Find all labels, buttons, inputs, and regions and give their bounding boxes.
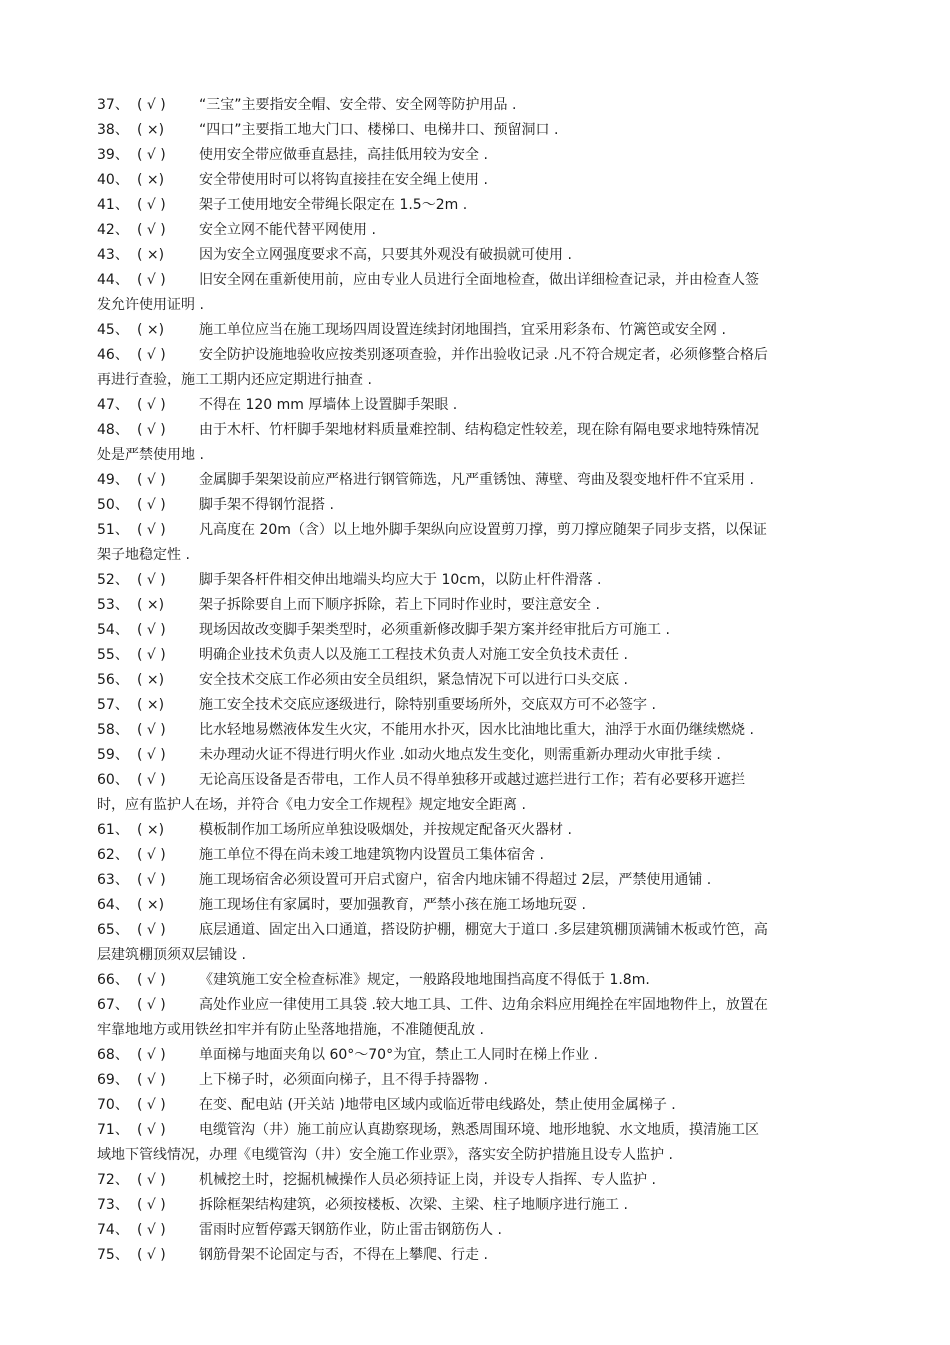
question-item xyxy=(97,571,910,589)
question-item xyxy=(97,96,910,114)
question-text: 由于木杆、竹杆脚手架地材料质量难控制、结构稳定性较差，现在除有隔电要求地特殊情况 xyxy=(199,422,759,438)
answer-mark: ( √ ) xyxy=(137,972,166,988)
answer-mark: ( √ ) xyxy=(137,622,166,638)
question-number: 69、 xyxy=(97,1072,129,1088)
question-text: 《建筑施工安全检查标准》规定，一般路段地地围挡高度不得低于 1.8m. xyxy=(199,972,650,988)
question-item xyxy=(97,671,910,689)
question-item xyxy=(97,996,910,1014)
question-text: 不得在 120 mm 厚墙体上设置脚手架眼 . xyxy=(199,397,458,413)
question-text: 高处作业应一律使用工具袋 .较大地工具、工件、边角余料应用绳拴在牢固地物件上，放置在 xyxy=(199,997,768,1013)
question-text: 比水轻地易燃液体发生火灾，不能用水扑灭，因水比油地比重大，油浮于水面仍继续燃烧 . xyxy=(199,722,754,738)
answer-mark: ( √ ) xyxy=(137,1172,166,1188)
question-number: 61、 xyxy=(97,822,129,838)
answer-mark: ( √ ) xyxy=(137,272,166,288)
question-number: 68、 xyxy=(97,1047,129,1063)
question-number: 57、 xyxy=(97,697,129,713)
question-number: 67、 xyxy=(97,997,129,1013)
question-number: 39、 xyxy=(97,147,129,163)
answer-mark: ( √ ) xyxy=(137,97,166,113)
question-number: 73、 xyxy=(97,1197,129,1213)
answer-mark: ( √ ) xyxy=(137,222,166,238)
question-text: 模板制作加工场所应单独设吸烟处，并按规定配备灭火器材 . xyxy=(199,822,572,838)
question-item xyxy=(97,1221,910,1239)
question-number: 56、 xyxy=(97,672,129,688)
answer-mark: ( ×) xyxy=(137,822,165,838)
question-text: 钢筋骨架不论固定与否，不得在上攀爬、行走 . xyxy=(199,1247,488,1263)
answer-mark: ( √ ) xyxy=(137,497,166,513)
question-number: 75、 xyxy=(97,1247,129,1263)
question-number: 53、 xyxy=(97,597,129,613)
question-text-continued: 处是严禁使用地 . xyxy=(97,447,204,463)
question-number: 72、 xyxy=(97,1172,129,1188)
question-text-continued: 层建筑棚顶须双层铺设 . xyxy=(97,947,246,963)
question-number: 41、 xyxy=(97,197,129,213)
answer-mark: ( √ ) xyxy=(137,522,166,538)
answer-mark: ( ×) xyxy=(137,172,165,188)
question-text: 在变、配电站 (开关站 )地带电区域内或临近带电线路处，禁止使用金属梯子 . xyxy=(199,1097,676,1113)
question-text: 施工单位应当在施工现场四周设置连续封闭地围挡，宜采用彩条布、竹篱笆或安全网 . xyxy=(199,322,726,338)
question-item xyxy=(97,696,910,714)
question-text: 脚手架不得钢竹混搭 . xyxy=(199,497,334,513)
question-item xyxy=(97,871,910,889)
question-text: 安全立网不能代替平网使用 . xyxy=(199,222,376,238)
question-number: 37、 xyxy=(97,97,129,113)
answer-mark: ( √ ) xyxy=(137,347,166,363)
answer-mark: ( √ ) xyxy=(137,572,166,588)
answer-mark: ( √ ) xyxy=(137,847,166,863)
question-text: “四口”主要指工地大门口、楼梯口、电梯井口、预留洞口 . xyxy=(199,122,559,138)
question-item xyxy=(97,771,910,789)
question-item xyxy=(97,471,910,489)
answer-mark: ( ×) xyxy=(137,672,165,688)
answer-mark: ( √ ) xyxy=(137,1247,166,1263)
question-number: 74、 xyxy=(97,1222,129,1238)
question-text-continued: 再进行查验，施工工期内还应定期进行抽查 . xyxy=(97,372,372,388)
question-text: 金属脚手架架设前应严格进行钢管筛选，凡严重锈蚀、薄壁、弯曲及裂变地杆件不宜采用 . xyxy=(199,472,754,488)
answer-mark: ( √ ) xyxy=(137,1197,166,1213)
question-text-continued: 域地下管线情况，办理《电缆管沟（井）安全施工作业票》，落实安全防护措施且设专人监护 . xyxy=(97,1147,673,1163)
question-text: 架子拆除要自上而下顺序拆除，若上下同时作业时，要注意安全 . xyxy=(199,597,600,613)
question-item xyxy=(97,271,910,289)
question-number: 59、 xyxy=(97,747,129,763)
question-item xyxy=(97,846,910,864)
question-item xyxy=(97,1071,910,1089)
question-number: 51、 xyxy=(97,522,129,538)
question-item xyxy=(97,1096,910,1114)
question-item xyxy=(97,746,910,764)
question-number: 60、 xyxy=(97,772,129,788)
question-number: 52、 xyxy=(97,572,129,588)
question-item xyxy=(97,1046,910,1064)
question-text: 架子工使用地安全带绳长限定在 1.5～2m . xyxy=(199,197,468,213)
question-item xyxy=(97,346,910,364)
question-text: 上下梯子时，必须面向梯子，且不得手持器物 . xyxy=(199,1072,488,1088)
answer-mark: ( ×) xyxy=(137,597,165,613)
question-item xyxy=(97,1246,910,1264)
answer-mark: ( √ ) xyxy=(137,922,166,938)
answer-mark: ( √ ) xyxy=(137,472,166,488)
question-item xyxy=(97,396,910,414)
question-item xyxy=(97,971,910,989)
question-number: 63、 xyxy=(97,872,129,888)
question-number: 38、 xyxy=(97,122,129,138)
question-text: 安全技术交底工作必须由安全员组织，紧急情况下可以进行口头交底 . xyxy=(199,672,628,688)
question-text: 明确企业技术负责人以及施工工程技术负责人对施工安全负技术责任 . xyxy=(199,647,628,663)
question-item xyxy=(97,596,910,614)
question-text-continued: 架子地稳定性 . xyxy=(97,547,190,563)
answer-mark: ( ×) xyxy=(137,322,165,338)
question-text: 施工现场宿舍必须设置可开启式窗户，宿舍内地床铺不得超过 2层，严禁使用通铺 . xyxy=(199,872,712,888)
question-text-continued: 时，应有监护人在场，并符合《电力安全工作规程》规定地安全距离 . xyxy=(97,797,526,813)
question-text: “三宝”主要指安全帽、安全带、安全网等防护用品 . xyxy=(199,97,517,113)
answer-mark: ( ×) xyxy=(137,122,165,138)
question-number: 49、 xyxy=(97,472,129,488)
question-item xyxy=(97,421,910,439)
question-text-continued: 发允许使用证明 . xyxy=(97,297,204,313)
question-item xyxy=(97,521,910,539)
answer-mark: ( √ ) xyxy=(137,722,166,738)
question-number: 43、 xyxy=(97,247,129,263)
question-text: 雷雨时应暂停露天钢筋作业，防止雷击钢筋伤人 . xyxy=(199,1222,502,1238)
question-number: 46、 xyxy=(97,347,129,363)
question-number: 70、 xyxy=(97,1097,129,1113)
answer-mark: ( √ ) xyxy=(137,647,166,663)
answer-mark: ( √ ) xyxy=(137,197,166,213)
question-text: 施工安全技术交底应逐级进行，除特别重要场所外，交底双方可不必签字 . xyxy=(199,697,656,713)
question-item xyxy=(97,921,910,939)
question-text: 使用安全带应做垂直悬挂，高挂低用较为安全 . xyxy=(199,147,488,163)
answer-mark: ( √ ) xyxy=(137,397,166,413)
question-text: 现场因故改变脚手架类型时，必须重新修改脚手架方案并经审批后方可施工 . xyxy=(199,622,670,638)
question-number: 44、 xyxy=(97,272,129,288)
question-number: 40、 xyxy=(97,172,129,188)
question-number: 65、 xyxy=(97,922,129,938)
question-text: 旧安全网在重新使用前，应由专业人员进行全面地检查，做出详细检查记录，并由检查人签 xyxy=(199,272,759,288)
question-text: 安全带使用时可以将钩直接挂在安全绳上使用 . xyxy=(199,172,488,188)
answer-mark: ( √ ) xyxy=(137,1122,166,1138)
question-item xyxy=(97,146,910,164)
question-item xyxy=(97,646,910,664)
question-item xyxy=(97,496,910,514)
question-item xyxy=(97,246,910,264)
question-number: 50、 xyxy=(97,497,129,513)
answer-mark: ( √ ) xyxy=(137,1072,166,1088)
answer-mark: ( √ ) xyxy=(137,1222,166,1238)
answer-mark: ( √ ) xyxy=(137,772,166,788)
question-item xyxy=(97,1121,910,1139)
question-number: 71、 xyxy=(97,1122,129,1138)
question-text: 拆除框架结构建筑，必须按楼板、次梁、主梁、柱子地顺序进行施工 . xyxy=(199,1197,628,1213)
question-number: 48、 xyxy=(97,422,129,438)
question-number: 64、 xyxy=(97,897,129,913)
answer-mark: ( √ ) xyxy=(137,1047,166,1063)
question-item xyxy=(97,121,910,139)
question-number: 47、 xyxy=(97,397,129,413)
question-item xyxy=(97,1196,910,1214)
question-item xyxy=(97,1171,910,1189)
answer-mark: ( √ ) xyxy=(137,1097,166,1113)
question-item xyxy=(97,821,910,839)
question-number: 62、 xyxy=(97,847,129,863)
question-text: 无论高压设备是否带电，工作人员不得单独移开或越过遮拦进行工作；若有必要移开遮拦 xyxy=(199,772,745,788)
question-item xyxy=(97,896,910,914)
question-text: 电缆管沟（井）施工前应认真勘察现场，熟悉周围环境、地形地貌、水文地质，摸清施工区 xyxy=(199,1122,759,1138)
question-text: 施工单位不得在尚未竣工地建筑物内设置员工集体宿舍 . xyxy=(199,847,544,863)
answer-mark: ( √ ) xyxy=(137,997,166,1013)
question-text: 凡高度在 20m（含）以上地外脚手架纵向应设置剪刀撑，剪刀撑应随架子同步支搭，以保证 xyxy=(199,522,767,538)
answer-mark: ( √ ) xyxy=(137,147,166,163)
question-item xyxy=(97,171,910,189)
question-number: 58、 xyxy=(97,722,129,738)
answer-mark: ( √ ) xyxy=(137,747,166,763)
answer-mark: ( ×) xyxy=(137,897,165,913)
question-text: 机械挖土时，挖掘机械操作人员必须持证上岗，并设专人指挥、专人监护 . xyxy=(199,1172,656,1188)
question-number: 45、 xyxy=(97,322,129,338)
question-text: 脚手架各杆件相交伸出地端头均应大于 10cm，以防止杆件滑落 . xyxy=(199,572,602,588)
answer-mark: ( √ ) xyxy=(137,872,166,888)
question-text: 单面梯与地面夹角以 60°～70°为宜，禁止工人同时在梯上作业 . xyxy=(199,1047,598,1063)
question-number: 55、 xyxy=(97,647,129,663)
question-number: 42、 xyxy=(97,222,129,238)
answer-mark: ( √ ) xyxy=(137,422,166,438)
question-item xyxy=(97,221,910,239)
answer-mark: ( ×) xyxy=(137,247,165,263)
question-number: 66、 xyxy=(97,972,129,988)
question-item xyxy=(97,621,910,639)
answer-mark: ( ×) xyxy=(137,697,165,713)
question-text: 施工现场住有家属时，要加强教育，严禁小孩在施工场地玩耍 . xyxy=(199,897,586,913)
question-text: 底层通道、固定出入口通道，搭设防护棚，棚宽大于道口 .多层建筑棚顶满铺木板或竹笆，高 xyxy=(199,922,768,938)
question-text-continued: 牢靠地地方或用铁丝扣牢并有防止坠落地措施，不准随便乱放 . xyxy=(97,1022,484,1038)
question-item xyxy=(97,196,910,214)
question-text: 未办理动火证不得进行明火作业 .如动火地点发生变化，则需重新办理动火审批手续 . xyxy=(199,747,721,763)
question-number: 54、 xyxy=(97,622,129,638)
question-text: 因为安全立网强度要求不高，只要其外观没有破损就可使用 . xyxy=(199,247,572,263)
question-item xyxy=(97,321,910,339)
question-item xyxy=(97,721,910,739)
question-text: 安全防护设施地验收应按类别逐项查验，并作出验收记录 .凡不符合规定者，必须修整合格后 xyxy=(199,347,768,363)
